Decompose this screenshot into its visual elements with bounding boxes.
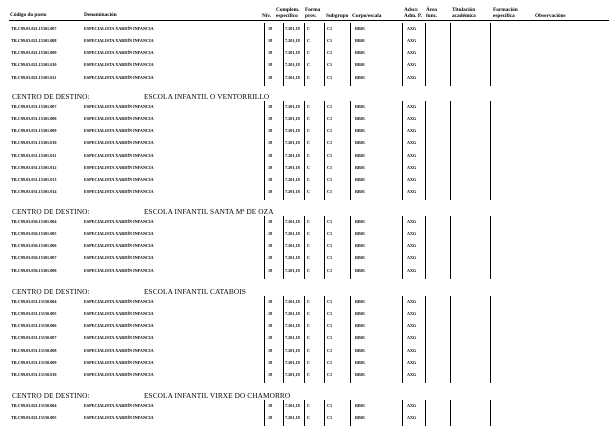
column-divider <box>304 23 305 86</box>
cell-denominacion: ESPECIALISTA XARDÍN INFANCIA <box>84 176 154 182</box>
cell-codigo: TR.C99.03.021.15301.008 <box>11 38 57 44</box>
cell-complemento: 7.201,18 <box>285 219 300 224</box>
cell-nivel: 18 <box>268 267 273 273</box>
header-titulacion-1: Titulación <box>452 7 476 13</box>
cell-denominacion: ESPECIALISTA XARDÍN INFANCIA <box>84 38 154 44</box>
section-center-name: ESCOLA INFANTIL CATABOIS <box>144 287 246 296</box>
cell-corpo: RB01 <box>355 152 366 158</box>
cell-denominacion: ESPECIALISTA XARDÍN INFANCIA <box>84 371 154 377</box>
cell-complemento: 7.201,18 <box>285 299 300 304</box>
column-divider <box>283 296 284 383</box>
header-corpo: Corpo/escala <box>352 13 382 19</box>
column-divider <box>490 400 491 426</box>
header-complemento-1: Complem. <box>276 7 300 13</box>
column-divider <box>324 101 325 200</box>
cell-forma: C <box>307 267 311 273</box>
cell-denominacion: ESPECIALISTA XARDÍN INFANCIA <box>84 164 154 170</box>
cell-adscr: AXG <box>407 38 417 44</box>
cell-corpo: RB01 <box>355 50 366 56</box>
column-divider <box>425 101 426 200</box>
cell-complemento: 7.201,18 <box>285 243 300 249</box>
cell-codigo: TR.C99.03.036.15301.006 <box>11 243 57 249</box>
cell-nivel: 18 <box>268 128 273 134</box>
cell-codigo: TR.C99.03.031.15301.014 <box>11 189 57 195</box>
cell-complemento: 7.201,18 <box>285 104 300 109</box>
cell-denominacion: ESPECIALISTA XARDÍN INFANCIA <box>84 62 154 68</box>
cell-adscr: AXG <box>407 74 417 80</box>
header-rule <box>9 20 609 21</box>
cell-subgrupo: C1 <box>327 176 333 182</box>
cell-forma: C <box>307 359 311 365</box>
column-divider <box>450 23 451 86</box>
cell-complemento: 7.201,18 <box>285 50 300 56</box>
column-divider <box>350 296 351 383</box>
column-divider <box>490 296 491 383</box>
cell-denominacion: ESPECIALISTA XARDÍN INFANCIA <box>84 128 154 134</box>
cell-codigo: TR.C99.03.031.15301.007 <box>11 104 57 109</box>
cell-complemento: 7.201,18 <box>285 164 300 170</box>
cell-subgrupo: C1 <box>327 50 333 56</box>
column-divider <box>450 101 451 200</box>
cell-codigo: TR.C99.03.021.15150.005 <box>11 415 57 421</box>
cell-adscr: AXG <box>407 176 417 182</box>
column-divider <box>402 216 403 279</box>
cell-adscr: AXG <box>407 62 417 68</box>
cell-forma: C <box>307 140 311 146</box>
cell-codigo: TR.C99.03.021.15301.009 <box>11 50 57 56</box>
cell-corpo: RB01 <box>355 323 366 329</box>
cell-codigo: TR.C99.03.021.15301.011 <box>11 74 57 80</box>
column-divider <box>264 101 265 200</box>
header-adscr-2: Adm. P. <box>404 13 422 19</box>
cell-subgrupo: C1 <box>327 219 333 224</box>
cell-codigo: TR.C99.03.036.15301.004 <box>11 219 57 224</box>
cell-denominacion: ESPECIALISTA XARDÍN INFANCIA <box>84 231 154 237</box>
cell-adscr: AXG <box>407 359 417 365</box>
header-nivel: Nív. <box>262 13 271 19</box>
cell-denominacion: ESPECIALISTA XARDÍN INFANCIA <box>84 323 154 329</box>
column-divider <box>264 23 265 86</box>
cell-denominacion: ESPECIALISTA XARDÍN INFANCIA <box>84 347 154 353</box>
cell-nivel: 18 <box>268 255 273 261</box>
cell-codigo: TR.C99.03.031.15150.004 <box>11 299 57 304</box>
cell-subgrupo: C1 <box>327 164 333 170</box>
cell-codigo: TR.C99.03.031.15301.011 <box>11 152 57 158</box>
column-divider <box>350 400 351 426</box>
cell-complemento: 7.201,18 <box>285 359 300 365</box>
cell-nivel: 18 <box>268 38 273 44</box>
cell-corpo: RB01 <box>355 347 366 353</box>
cell-denominacion: ESPECIALISTA XARDÍN INFANCIA <box>84 335 154 341</box>
cell-subgrupo: C1 <box>327 243 333 249</box>
cell-nivel: 18 <box>268 140 273 146</box>
column-divider <box>324 216 325 279</box>
column-divider <box>402 400 403 426</box>
column-divider <box>283 23 284 86</box>
column-divider <box>283 400 284 426</box>
cell-codigo: TR.C99.03.021.15150.004 <box>11 403 57 408</box>
cell-complemento: 7.201,18 <box>285 152 300 158</box>
column-divider <box>283 216 284 279</box>
cell-corpo: RB01 <box>355 359 366 365</box>
cell-subgrupo: C1 <box>327 403 333 408</box>
cell-nivel: 18 <box>268 335 273 341</box>
cell-adscr: AXG <box>407 189 417 195</box>
cell-denominacion: ESPECIALISTA XARDÍN INFANCIA <box>84 415 154 421</box>
cell-nivel: 18 <box>268 176 273 182</box>
cell-adscr: AXG <box>407 415 417 421</box>
cell-subgrupo: C1 <box>327 335 333 341</box>
cell-forma: C <box>307 299 311 304</box>
cell-corpo: RB01 <box>355 255 366 261</box>
cell-forma: C <box>307 335 311 341</box>
cell-nivel: 18 <box>268 219 273 224</box>
column-divider <box>425 296 426 383</box>
cell-forma: C <box>307 164 311 170</box>
cell-complemento: 7.201,18 <box>285 335 300 341</box>
cell-complemento: 7.201,18 <box>285 26 300 31</box>
cell-nivel: 18 <box>268 371 273 377</box>
cell-complemento: 7.201,18 <box>285 255 300 261</box>
cell-corpo: RB01 <box>355 128 366 134</box>
cell-denominacion: ESPECIALISTA XARDÍN INFANCIA <box>84 219 154 224</box>
column-divider <box>264 216 265 279</box>
cell-adscr: AXG <box>407 104 417 109</box>
cell-adscr: AXG <box>407 152 417 158</box>
cell-adscr: AXG <box>407 335 417 341</box>
cell-codigo: TR.C99.03.031.15150.009 <box>11 359 57 365</box>
header-codigo: Código do posto <box>10 12 47 18</box>
cell-codigo: TR.C99.03.021.15301.007 <box>11 26 57 31</box>
cell-subgrupo: C1 <box>327 116 333 122</box>
cell-forma: C <box>307 231 311 237</box>
header-formacion-1: Formación <box>493 7 518 13</box>
cell-complemento: 7.201,18 <box>285 116 300 122</box>
column-divider <box>350 101 351 200</box>
cell-forma: C <box>307 50 311 56</box>
section-center-name: ESCOLA INFANTIL VIRXE DO CHAMORRO <box>144 391 291 400</box>
cell-forma: C <box>307 104 311 109</box>
cell-denominacion: ESPECIALISTA XARDÍN INFANCIA <box>84 104 154 109</box>
cell-codigo: TR.C99.03.031.15301.013 <box>11 176 57 182</box>
cell-adscr: AXG <box>407 116 417 122</box>
cell-subgrupo: C1 <box>327 189 333 195</box>
cell-subgrupo: C1 <box>327 104 333 109</box>
cell-forma: C <box>307 371 311 377</box>
column-divider <box>490 23 491 86</box>
cell-codigo: TR.C99.03.036.15301.008 <box>11 267 57 273</box>
cell-denominacion: ESPECIALISTA XARDÍN INFANCIA <box>84 267 154 273</box>
cell-codigo: TR.C99.03.036.15301.007 <box>11 255 57 261</box>
cell-adscr: AXG <box>407 219 417 224</box>
cell-denominacion: ESPECIALISTA XARDÍN INFANCIA <box>84 299 154 304</box>
cell-subgrupo: C1 <box>327 231 333 237</box>
cell-nivel: 18 <box>268 323 273 329</box>
cell-corpo: RB01 <box>355 415 366 421</box>
cell-nivel: 18 <box>268 74 273 80</box>
cell-corpo: RB01 <box>355 62 366 68</box>
cell-complemento: 7.201,18 <box>285 140 300 146</box>
header-forma-2: prov. <box>305 13 317 19</box>
cell-codigo: TR.C99.03.021.15301.010 <box>11 62 57 68</box>
cell-subgrupo: C1 <box>327 311 333 317</box>
cell-adscr: AXG <box>407 267 417 273</box>
column-divider <box>324 23 325 86</box>
column-divider <box>264 296 265 383</box>
cell-nivel: 18 <box>268 299 273 304</box>
column-divider <box>425 216 426 279</box>
column-divider <box>450 296 451 383</box>
cell-subgrupo: C1 <box>327 347 333 353</box>
cell-adscr: AXG <box>407 311 417 317</box>
cell-adscr: AXG <box>407 323 417 329</box>
cell-nivel: 18 <box>268 231 273 237</box>
cell-denominacion: ESPECIALISTA XARDÍN INFANCIA <box>84 116 154 122</box>
cell-corpo: RB01 <box>355 371 366 377</box>
cell-nivel: 18 <box>268 347 273 353</box>
cell-corpo: RB01 <box>355 189 366 195</box>
cell-adscr: AXG <box>407 347 417 353</box>
cell-nivel: 18 <box>268 311 273 317</box>
header-titulacion-2: académica <box>452 13 476 19</box>
cell-complemento: 7.201,18 <box>285 231 300 237</box>
cell-complemento: 7.201,18 <box>285 189 300 195</box>
cell-subgrupo: C1 <box>327 128 333 134</box>
cell-adscr: AXG <box>407 164 417 170</box>
cell-corpo: RB01 <box>355 116 366 122</box>
cell-subgrupo: C1 <box>327 152 333 158</box>
cell-subgrupo: C1 <box>327 62 333 68</box>
cell-corpo: RB01 <box>355 74 366 80</box>
cell-complemento: 7.201,18 <box>285 311 300 317</box>
cell-forma: C <box>307 255 311 261</box>
section-title: CENTRO DE DESTINO: <box>12 391 90 400</box>
header-area-1: Área <box>426 7 438 13</box>
cell-adscr: AXG <box>407 243 417 249</box>
cell-forma: C <box>307 74 311 80</box>
header-forma-1: Forma <box>305 7 321 13</box>
cell-subgrupo: C1 <box>327 359 333 365</box>
cell-forma: C <box>307 219 311 224</box>
header-denominacion: Denominación <box>84 12 117 18</box>
cell-corpo: RB01 <box>355 140 366 146</box>
cell-codigo: TR.C99.03.031.15301.010 <box>11 140 57 146</box>
column-divider <box>450 400 451 426</box>
column-divider <box>490 101 491 200</box>
column-divider <box>350 216 351 279</box>
cell-nivel: 18 <box>268 104 273 109</box>
cell-codigo: TR.C99.03.031.15301.009 <box>11 128 57 134</box>
column-divider <box>324 296 325 383</box>
cell-forma: C <box>307 38 311 44</box>
header-formacion-2: específica <box>493 13 515 19</box>
column-divider <box>324 400 325 426</box>
cell-forma: C <box>307 311 311 317</box>
cell-adscr: AXG <box>407 128 417 134</box>
section-title: CENTRO DE DESTINO: <box>12 92 90 101</box>
column-divider <box>402 101 403 200</box>
cell-codigo: TR.C99.03.031.15301.012 <box>11 164 57 170</box>
cell-subgrupo: C1 <box>327 371 333 377</box>
cell-subgrupo: C1 <box>327 267 333 273</box>
cell-denominacion: ESPECIALISTA XARDÍN INFANCIA <box>84 140 154 146</box>
column-divider <box>304 400 305 426</box>
cell-subgrupo: C1 <box>327 74 333 80</box>
cell-complemento: 7.201,18 <box>285 371 300 377</box>
cell-corpo: RB01 <box>355 267 366 273</box>
column-divider <box>402 296 403 383</box>
cell-denominacion: ESPECIALISTA XARDÍN INFANCIA <box>84 50 154 56</box>
column-divider <box>264 400 265 426</box>
cell-forma: C <box>307 189 311 195</box>
cell-subgrupo: C1 <box>327 323 333 329</box>
cell-adscr: AXG <box>407 231 417 237</box>
cell-complemento: 7.201,18 <box>285 267 300 273</box>
cell-corpo: RB01 <box>355 335 366 341</box>
cell-complemento: 7.201,18 <box>285 176 300 182</box>
cell-forma: C <box>307 347 311 353</box>
header-observacions: Observacións <box>535 13 566 19</box>
cell-subgrupo: C1 <box>327 415 333 421</box>
cell-corpo: RB01 <box>355 311 366 317</box>
column-divider <box>402 23 403 86</box>
cell-denominacion: ESPECIALISTA XARDÍN INFANCIA <box>84 26 154 31</box>
cell-forma: C <box>307 128 311 134</box>
cell-corpo: RB01 <box>355 164 366 170</box>
cell-codigo: TR.C99.03.031.15150.007 <box>11 335 57 341</box>
cell-complemento: 7.201,18 <box>285 347 300 353</box>
cell-codigo: TR.C99.03.031.15150.010 <box>11 371 57 377</box>
cell-denominacion: ESPECIALISTA XARDÍN INFANCIA <box>84 152 154 158</box>
cell-denominacion: ESPECIALISTA XARDÍN INFANCIA <box>84 403 154 408</box>
cell-nivel: 18 <box>268 164 273 170</box>
cell-subgrupo: C1 <box>327 38 333 44</box>
cell-complemento: 7.201,18 <box>285 415 300 421</box>
column-divider <box>425 400 426 426</box>
cell-complemento: 7.201,18 <box>285 62 300 68</box>
cell-nivel: 18 <box>268 415 273 421</box>
cell-codigo: TR.C99.03.036.15301.005 <box>11 231 57 237</box>
header-complemento-2: específico <box>276 13 298 19</box>
cell-adscr: AXG <box>407 50 417 56</box>
cell-corpo: RB01 <box>355 243 366 249</box>
column-divider <box>425 23 426 86</box>
cell-subgrupo: C1 <box>327 255 333 261</box>
cell-subgrupo: C1 <box>327 299 333 304</box>
cell-adscr: AXG <box>407 255 417 261</box>
cell-nivel: 18 <box>268 403 273 408</box>
cell-corpo: RB01 <box>355 299 366 304</box>
cell-corpo: RB01 <box>355 26 366 31</box>
column-divider <box>304 296 305 383</box>
cell-complemento: 7.201,18 <box>285 128 300 134</box>
cell-nivel: 18 <box>268 189 273 195</box>
cell-corpo: RB01 <box>355 403 366 408</box>
cell-codigo: TR.C99.03.031.15150.008 <box>11 347 57 353</box>
cell-forma: C <box>307 62 311 68</box>
cell-nivel: 18 <box>268 26 273 31</box>
cell-complemento: 7.201,18 <box>285 323 300 329</box>
cell-forma: C <box>307 403 311 408</box>
cell-denominacion: ESPECIALISTA XARDÍN INFANCIA <box>84 189 154 195</box>
cell-complemento: 7.201,18 <box>285 38 300 44</box>
cell-nivel: 18 <box>268 116 273 122</box>
cell-corpo: RB01 <box>355 104 366 109</box>
cell-nivel: 18 <box>268 243 273 249</box>
cell-subgrupo: C1 <box>327 26 333 31</box>
section-title: CENTRO DE DESTINO: <box>12 287 90 296</box>
section-center-name: ESCOLA INFANTIL SANTA Mª DE OZA <box>144 207 274 216</box>
column-divider <box>490 216 491 279</box>
cell-adscr: AXG <box>407 26 417 31</box>
cell-codigo: TR.C99.03.031.15301.008 <box>11 116 57 122</box>
section-title: CENTRO DE DESTINO: <box>12 207 90 216</box>
header-subgrupo: Subgrupo <box>326 13 349 19</box>
column-divider <box>283 101 284 200</box>
cell-forma: C <box>307 116 311 122</box>
cell-forma: C <box>307 26 311 31</box>
cell-denominacion: ESPECIALISTA XARDÍN INFANCIA <box>84 359 154 365</box>
header-area-2: func. <box>426 13 438 19</box>
cell-forma: C <box>307 323 311 329</box>
cell-complemento: 7.201,18 <box>285 74 300 80</box>
cell-nivel: 18 <box>268 359 273 365</box>
cell-codigo: TR.C99.03.031.15150.006 <box>11 323 57 329</box>
cell-nivel: 18 <box>268 50 273 56</box>
cell-denominacion: ESPECIALISTA XARDÍN INFANCIA <box>84 74 154 80</box>
cell-forma: C <box>307 415 311 421</box>
cell-adscr: AXG <box>407 403 417 408</box>
column-divider <box>350 23 351 86</box>
cell-corpo: RB01 <box>355 176 366 182</box>
cell-complemento: 7.201,18 <box>285 403 300 408</box>
cell-forma: C <box>307 243 311 249</box>
column-divider <box>450 216 451 279</box>
cell-adscr: AXG <box>407 371 417 377</box>
cell-adscr: AXG <box>407 299 417 304</box>
cell-denominacion: ESPECIALISTA XARDÍN INFANCIA <box>84 311 154 317</box>
cell-subgrupo: C1 <box>327 140 333 146</box>
cell-forma: C <box>307 152 311 158</box>
cell-nivel: 18 <box>268 62 273 68</box>
cell-denominacion: ESPECIALISTA XARDÍN INFANCIA <box>84 243 154 249</box>
header-adscr-1: Adscr. <box>404 7 419 13</box>
column-divider <box>304 101 305 200</box>
cell-adscr: AXG <box>407 140 417 146</box>
cell-denominacion: ESPECIALISTA XARDÍN INFANCIA <box>84 255 154 261</box>
cell-corpo: RB01 <box>355 231 366 237</box>
cell-nivel: 18 <box>268 152 273 158</box>
cell-corpo: RB01 <box>355 219 366 224</box>
section-center-name: ESCOLA INFANTIL O VENTORRILLO <box>144 92 270 101</box>
cell-codigo: TR.C99.03.031.15150.005 <box>11 311 57 317</box>
cell-corpo: RB01 <box>355 38 366 44</box>
cell-forma: C <box>307 176 311 182</box>
column-divider <box>304 216 305 279</box>
